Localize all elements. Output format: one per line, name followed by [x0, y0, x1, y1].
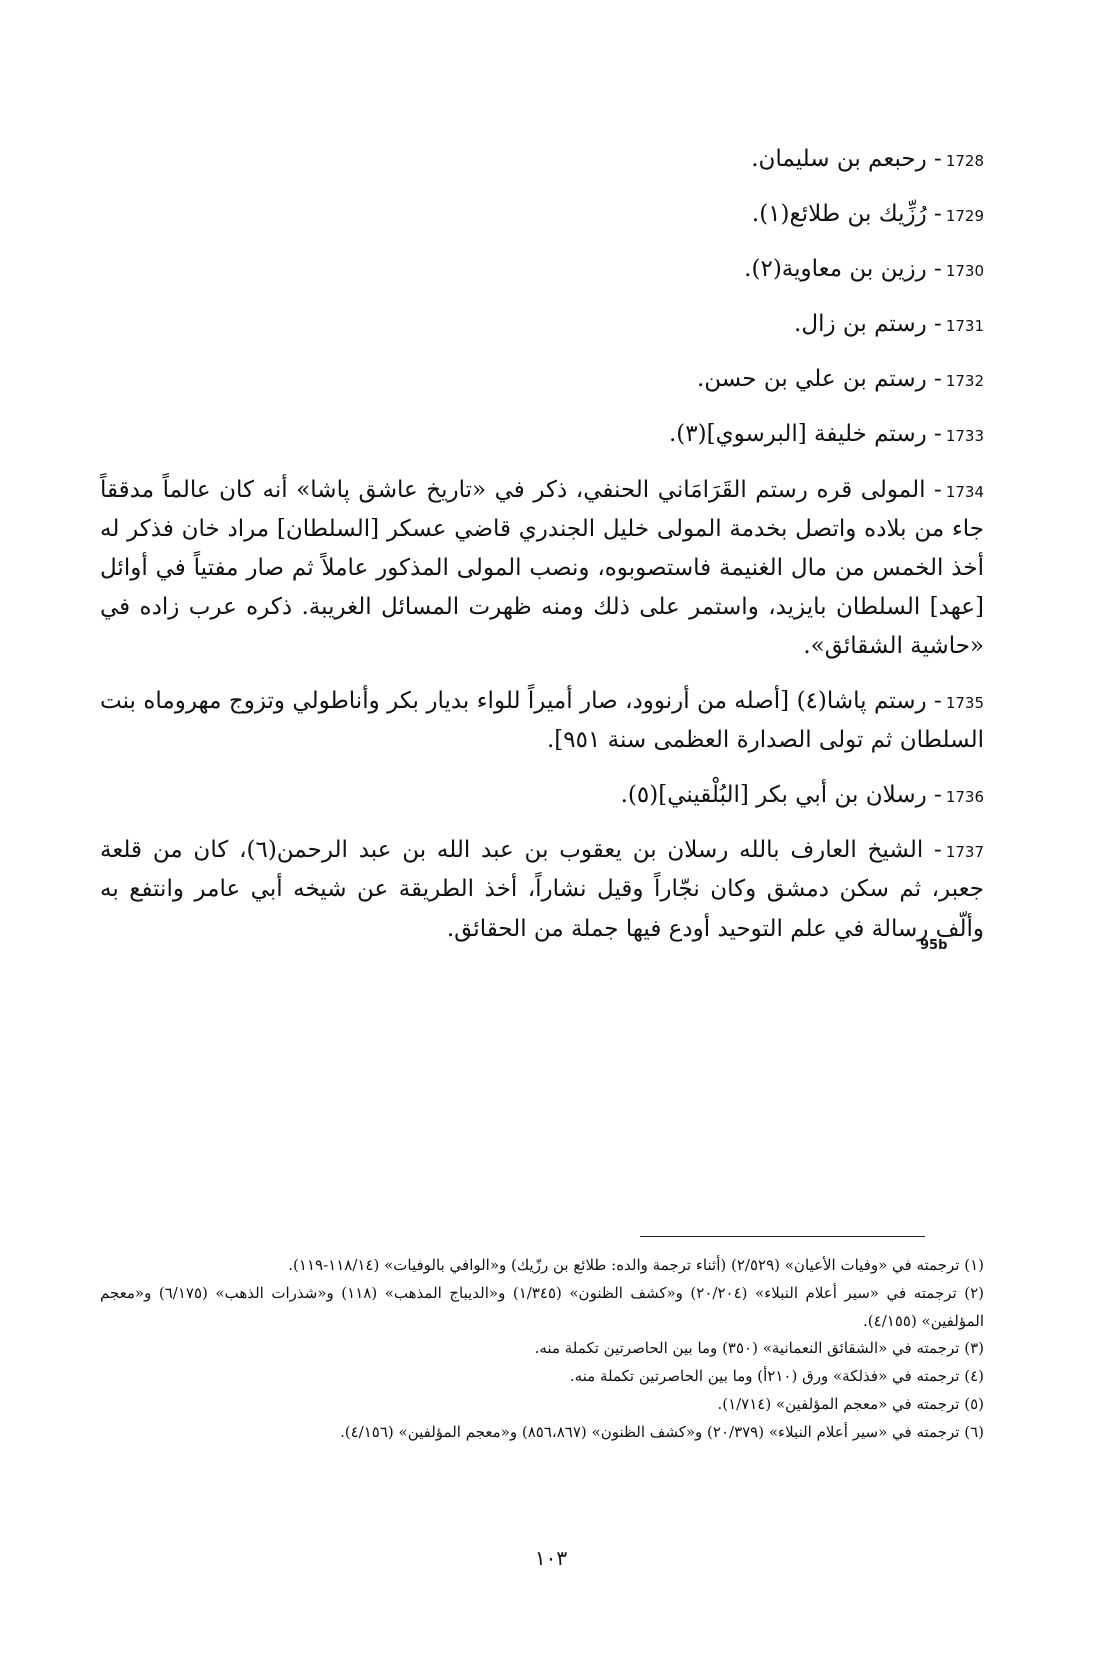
entry-number: 1729 [945, 207, 984, 226]
footnote-2: (٢) ترجمته في «سير أعلام النبلاء» (٢٠/٢٠٤) و«كشف الظنون» (١/٣٤٥) و«الديباج المذهب» (١١٨) و«شذرات الذهب» (٦/١٧٥) و«معجم المؤلفين» (٤/١٥٥). [100, 1283, 984, 1330]
entry-text: - رستم خليفة [البرسوي](٣). [668, 421, 942, 448]
entry-text: - رستم بن علي بن حسن. [696, 366, 942, 393]
entry-1728 [100, 140, 984, 179]
entry-text: - رحبعم بن سليمان. [751, 146, 942, 172]
entry-number: 1735 [945, 694, 984, 713]
entry-text: - المولى قره رستم القَرَامَاني الحنفي، ذكر في «تاريخ عاشق پاشا» أنه كان عالماً مدققاً جاء من بلاده واتصل بخدمة المولى خليل الجندري قاضي عسكر [السلطان] مراد خان فذكر له أخذ الخمس من مال الغنيمة فاستصوبوه، ونصب المولى المذكور عاملاً ثم صار مفتياً في أوائل [عهد] السلطان بايزيد، واستمر على ذلك ومنه ظهرت المسائل الغريبة. ذكره عرب زاده في «حاشية الشقائق». [100, 476, 984, 659]
page-number: ١٠٣ [534, 1546, 568, 1570]
footnote-separator [640, 1236, 925, 1237]
entries-list [100, 140, 984, 965]
footnote-5: (٥) ترجمته في «معجم المؤلفين» (١/٧١٤). [717, 1394, 984, 1413]
entry-1737 [100, 831, 984, 948]
entry-text: - الشيخ العارف بالله رسلان بن يعقوب بن عبد الله بن عبد الرحمن(٦)، كان من قلعة جعبر، ثم سكن دمشق وكان نجّاراً وقيل نشاراً، أخذ الطريقة عن شيخه أبي عامر وانتفع به وألّف رسالة في علم التوحيد أودع فيها جملة من الحقائق. [100, 837, 984, 942]
entry-text: - رستم بن زال. [794, 311, 942, 338]
footnotes [100, 1252, 984, 1446]
entry-text: - رسلان بن أبي بكر [البُلْقيني](٥). [620, 782, 942, 809]
entry-number: 1736 [945, 788, 984, 807]
entry-text: - رستم پاشا(٤) [أصله من أرنوود، صار أميراً للواء بديار بكر وأناطولي وتزوج مهروماه بنت السلطان ثم تولى الصدارة العظمى سنة ٩٥١]. [100, 688, 984, 754]
footnote-6: (٦) ترجمته في «سير أعلام النبلاء» (٢٠/٣٧٩) و«كشف الظنون» (٨٥٦،٨٦٧) و«معجم المؤلفين» (٤/١٥٦). [340, 1422, 984, 1441]
entry-1732 [100, 360, 984, 399]
footnote-4: (٤) ترجمته في «فذلكة» ورق (٢١٠أ) وما بين الحاصرتين تكملة منه. [569, 1367, 984, 1385]
entry-text: - رُزِّيك بن طلائع(١). [751, 201, 942, 228]
entry-text: - رزين بن معاوية(٢). [744, 256, 942, 283]
entry-1729 [100, 195, 984, 234]
entry-number: 1728 [945, 152, 984, 170]
entry-number: 1734 [945, 482, 984, 501]
entry-1733 [100, 415, 984, 454]
footnote-3: (٣) ترجمته في «الشقائق النعمانية» (٣٥٠) وما بين الحاصرتين تكملة منه. [534, 1339, 984, 1358]
entry-number: 1731 [945, 317, 984, 336]
entry-number: 1730 [945, 262, 984, 281]
entry-1731 [100, 305, 984, 344]
entry-number: 1732 [945, 372, 984, 391]
entry-number: 1733 [945, 427, 984, 446]
entry-1730 [100, 250, 984, 289]
entry-number: 1737 [945, 843, 984, 862]
entry-1736 [100, 776, 984, 815]
entry-1735 [100, 682, 984, 760]
manuscript-folio-marker: 95b [920, 938, 948, 953]
entry-1734 [100, 471, 984, 666]
footnote-1: (١) ترجمته في «وفيات الأعيان» (٢/٥٢٩) (أثناء ترجمة والده: طلائع بن رزّيك) و«الوافي بالوفيات» (١١٨/١٤-١١٩). [288, 1256, 984, 1274]
